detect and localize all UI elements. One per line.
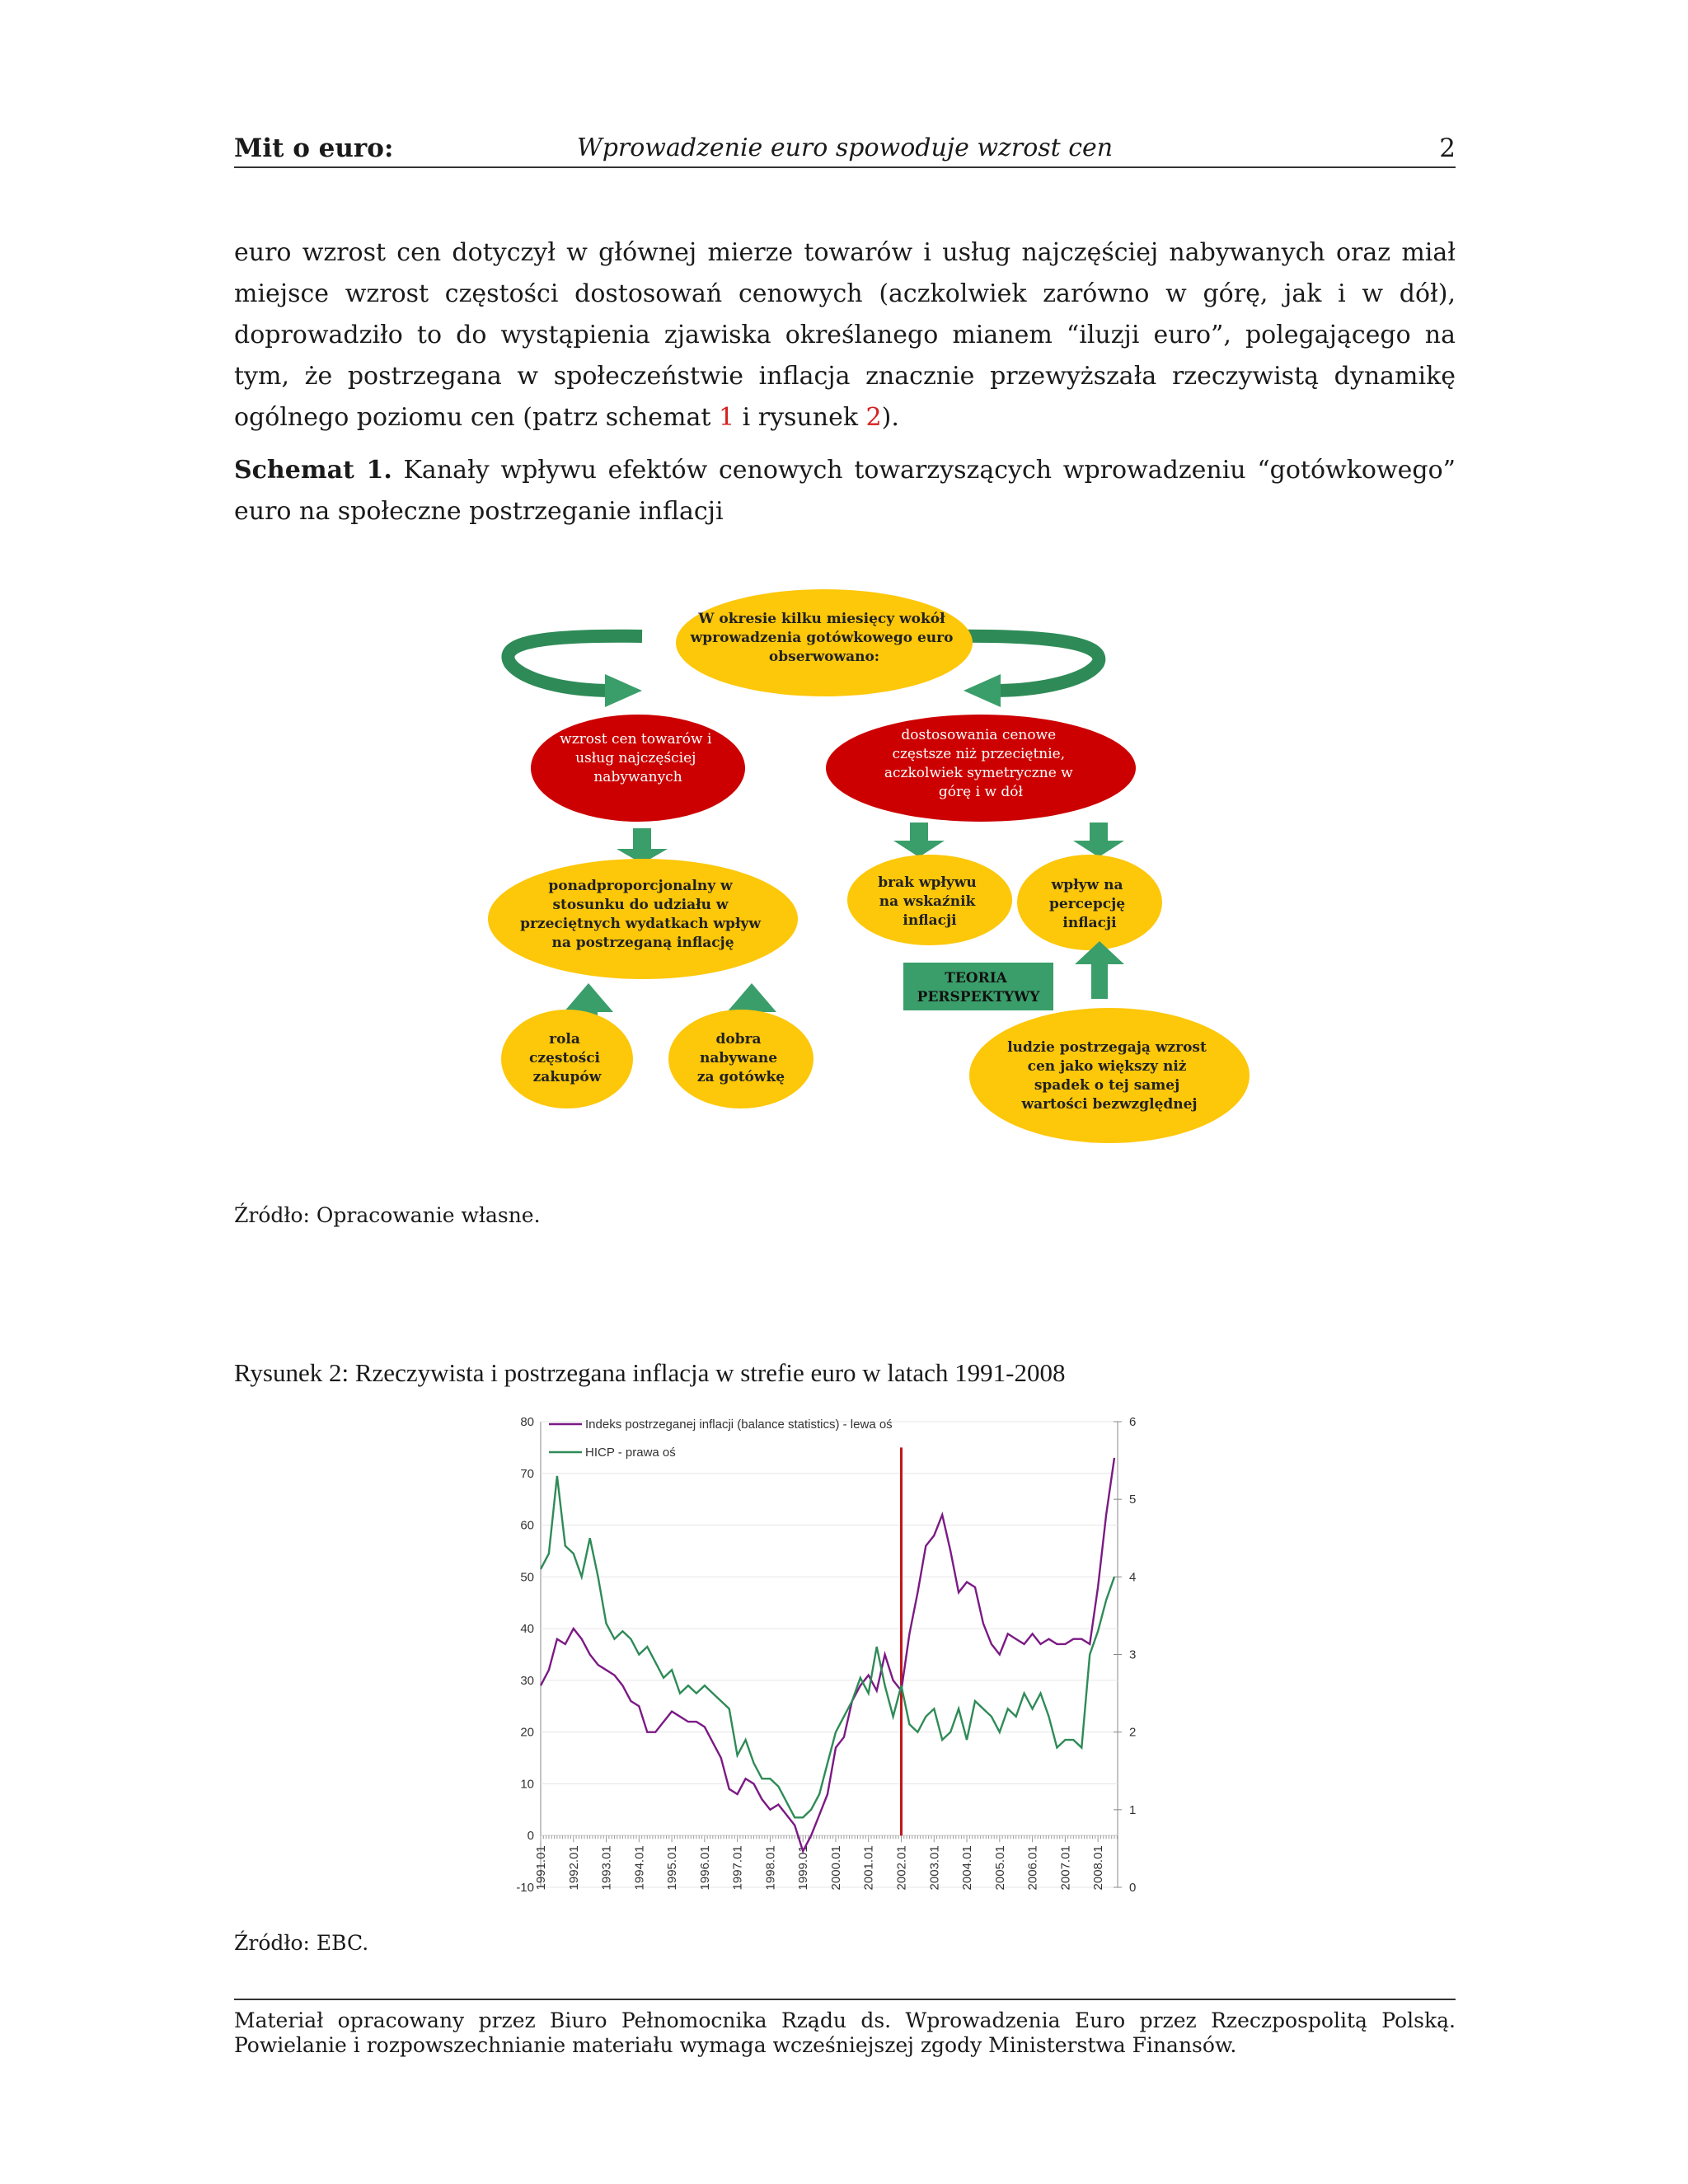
arrows-down <box>617 823 1124 864</box>
left-tick-label: 0 <box>527 1829 534 1844</box>
x-axis-ticks <box>534 1835 1117 1890</box>
node-disproportionate-line3: przeciętnych wydatkach wpływ <box>520 916 761 932</box>
ref-scheme-link[interactable]: 1 <box>718 403 735 432</box>
node-top-line3: obserwowano: <box>768 649 880 665</box>
right-tick-label: 5 <box>1129 1493 1137 1507</box>
node-price-increase-line2: usług najczęściej <box>575 750 696 766</box>
body-text-middle: i rysunek <box>734 403 866 432</box>
x-tick-label: 1999.01 <box>796 1845 811 1891</box>
legend-label-perceived: Indeks postrzeganej inflacji (balance statistics) - lewa oś <box>585 1418 893 1432</box>
scheme-caption-text: Kanały wpływu efektów cenowych towarzyszących wprowadzeniu “gotówkowego” euro na społeczne postrzeganie inflacji <box>234 456 1456 526</box>
scheme-caption <box>234 450 1456 532</box>
node-frequency-line2: częstości <box>529 1050 601 1066</box>
node-top-line1: W okresie kilku miesięcy wokół <box>698 611 945 627</box>
node-people-perceive <box>969 1008 1250 1143</box>
x-tick-label: 2007.01 <box>1058 1845 1073 1891</box>
x-tick-label: 2001.01 <box>861 1845 876 1891</box>
right-tick-label: 6 <box>1129 1415 1137 1429</box>
node-theory-line2: PERSPEKTYWY <box>917 989 1040 1005</box>
right-tick-label: 2 <box>1129 1725 1137 1740</box>
x-tick-label: 2000.01 <box>828 1845 843 1891</box>
footer-text: Materiał opracowany przez Biuro Pełnomocnika Rządu ds. Wprowadzenia Euro przez Rzeczpospolitą Polską. Powielanie i rozpowszechnianie materiału wymaga wcześniejszej zgody Ministerstwa Finansów. <box>234 2008 1456 2057</box>
node-cash-goods-line2: nabywane <box>700 1050 778 1066</box>
cycle-arrow-left <box>508 636 642 707</box>
node-price-adjustments-line2: częstsze niż przeciętnie, <box>892 746 1066 762</box>
right-tick-label: 3 <box>1129 1647 1137 1662</box>
x-tick-label: 1995.01 <box>665 1845 680 1891</box>
x-tick-label: 1998.01 <box>763 1845 778 1891</box>
header-title: Mit o euro: <box>234 134 394 163</box>
node-no-effect-line2: na wskaźnik <box>879 893 976 910</box>
x-tick-label: 1996.01 <box>697 1845 712 1891</box>
left-tick-label: 30 <box>520 1673 534 1688</box>
node-cash-goods-line1: dobra <box>715 1031 762 1047</box>
node-disproportionate-line2: stosunku do udziału w <box>552 897 729 913</box>
right-axis-ticks <box>1114 1415 1136 1895</box>
x-tick-label: 2008.01 <box>1091 1845 1106 1891</box>
x-tick-label: 1994.01 <box>632 1845 647 1891</box>
header-subtitle: Wprowadzenie euro spowoduje wzrost cen <box>576 134 1114 162</box>
page-number: 2 <box>1439 134 1456 163</box>
x-tick-label: 2006.01 <box>1025 1845 1040 1891</box>
right-tick-label: 0 <box>1129 1881 1137 1895</box>
left-tick-label: 70 <box>520 1466 534 1481</box>
left-tick-label: 50 <box>520 1570 534 1585</box>
node-theory-line1: TEORIA <box>945 970 1007 987</box>
node-frequency-line3: zakupów <box>532 1069 602 1085</box>
right-tick-label: 1 <box>1129 1802 1137 1817</box>
x-tick-label: 1992.01 <box>566 1845 581 1891</box>
scheme-source: Źródło: Opracowanie własne. <box>234 1203 541 1227</box>
left-tick-label: 60 <box>520 1518 534 1533</box>
legend <box>549 1418 893 1460</box>
node-no-effect-line3: inflacji <box>903 912 957 929</box>
scheme-label: Schemat 1. <box>234 456 392 485</box>
node-frequency-line1: rola <box>549 1031 580 1047</box>
node-people-perceive-line4: wartości bezwzględnej <box>1021 1096 1198 1113</box>
series-hicp-line <box>541 1476 1114 1817</box>
ref-figure-link[interactable]: 2 <box>865 403 882 432</box>
x-tick-label: 2002.01 <box>894 1845 909 1891</box>
body-paragraph <box>234 232 1456 438</box>
node-people-perceive-line3: spadek o tej samej <box>1034 1077 1180 1094</box>
node-perception-line1: wpływ na <box>1051 877 1123 893</box>
series-perceived-inflation-line <box>541 1458 1114 1851</box>
x-tick-label: 1993.01 <box>599 1845 614 1891</box>
left-tick-label: -10 <box>516 1881 534 1895</box>
left-axis-ticks <box>516 1415 534 1895</box>
node-people-perceive-line2: cen jako większy niż <box>1027 1058 1187 1075</box>
node-price-increase-line3: nabywanych <box>593 769 682 785</box>
grid-lines <box>541 1422 1118 1887</box>
inflation-chart <box>495 1405 1137 1916</box>
body-text-before: euro wzrost cen dotyczył w głównej mierze towarów i usług najczęściej nabywanych oraz miał miejsce wzrost częstości dostosowań cenowych (aczkolwiek zarówno w górę, jak i w dół), doprowadziło to do wystąpienia zjawiska określanego mianem “iluzji euro”, polegającego na tym, że postrzegana w społeczeństwie inflacja znacznie przewyższała rzeczywistą dynamikę ogólnego poziomu cen (patrz schemat <box>234 238 1456 432</box>
node-price-adjustments-line1: dostosowania cenowe <box>901 727 1057 743</box>
left-tick-label: 10 <box>520 1777 534 1792</box>
node-people-perceive-line1: ludzie postrzegają wzrost <box>1007 1039 1207 1056</box>
node-perception-line2: percepcję <box>1049 896 1126 912</box>
x-tick-label: 2004.01 <box>960 1845 975 1891</box>
x-tick-label: 1991.01 <box>534 1845 548 1891</box>
node-price-increase-line1: wzrost cen towarów i <box>560 731 712 748</box>
x-tick-label: 1997.01 <box>730 1845 745 1891</box>
page-header <box>234 132 1456 168</box>
node-top-line2: wprowadzenia gotówkowego euro <box>690 630 954 646</box>
right-tick-label: 4 <box>1129 1570 1137 1585</box>
left-tick-label: 40 <box>520 1622 534 1637</box>
x-tick-label: 2003.01 <box>927 1845 942 1891</box>
node-price-adjustments-line3: aczkolwiek symetryczne w <box>884 765 1073 781</box>
scheme-diagram <box>481 577 1256 1154</box>
body-text-after: ). <box>881 403 899 432</box>
node-disproportionate-line4: na postrzeganą inflację <box>551 935 734 951</box>
page-footer <box>234 1999 1456 2058</box>
node-price-adjustments-line4: górę i w dół <box>938 784 1024 800</box>
node-cash-goods-line3: za gotówkę <box>696 1069 785 1085</box>
left-tick-label: 80 <box>520 1415 534 1429</box>
figure-source: Źródło: EBC. <box>234 1931 369 1955</box>
figure-title: Rysunek 2: Rzeczywista i postrzegana inflacja w strefie euro w latach 1991-2008 <box>234 1358 1066 1387</box>
node-disproportionate-line1: ponadproporcjonalny w <box>548 878 733 894</box>
node-perception-line3: inflacji <box>1062 915 1117 931</box>
left-tick-label: 20 <box>520 1725 534 1740</box>
node-no-effect-line1: brak wpływu <box>878 874 977 891</box>
x-tick-label: 2005.01 <box>992 1845 1007 1891</box>
legend-label-hicp: HICP - prawa oś <box>585 1446 676 1460</box>
